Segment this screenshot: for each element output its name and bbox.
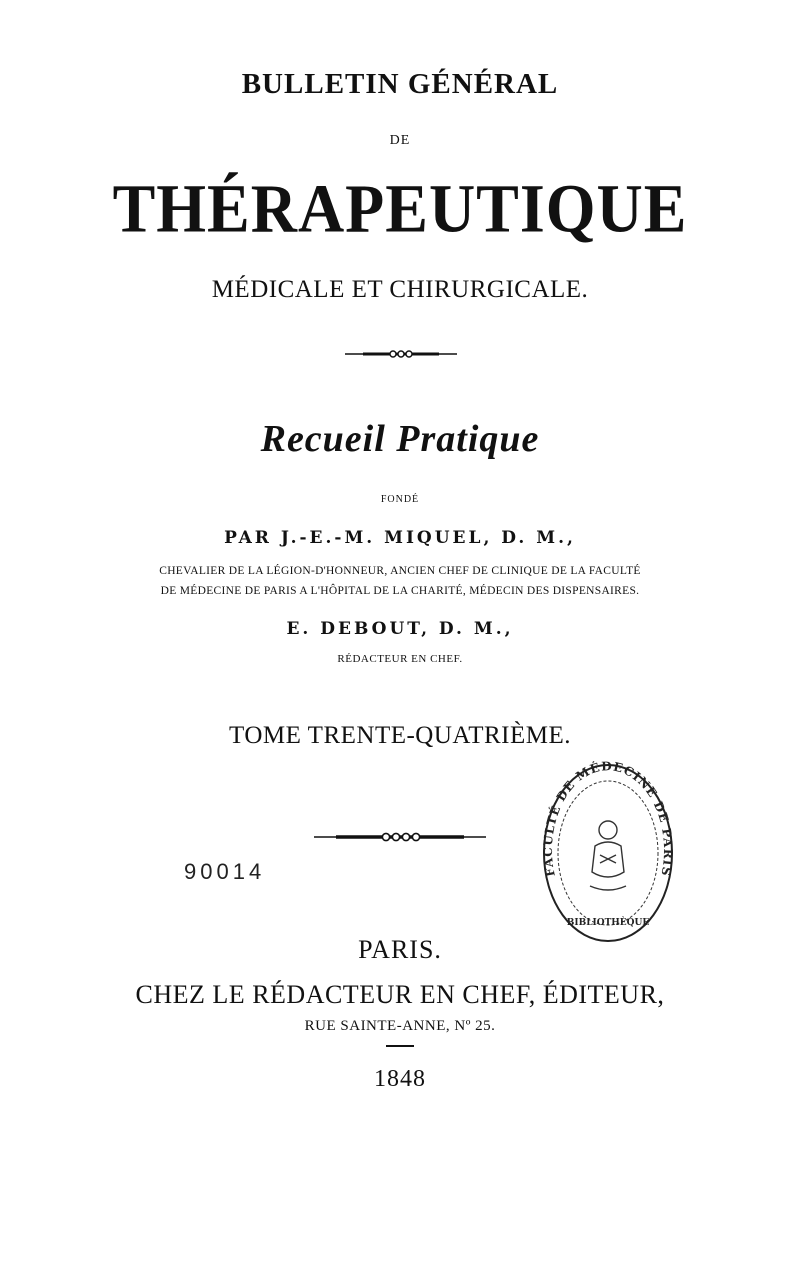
publication-year: 1848 xyxy=(374,1066,426,1092)
editor-name: E. DEBOUT, D. M., xyxy=(286,619,514,639)
founder-description-line-1: CHEVALIER DE LA LÉGION-D'HONNEUR, ANCIEN CHEF DE CLINIQUE DE LA FACULTÉ xyxy=(159,565,641,577)
ornamental-rule-middle xyxy=(312,830,488,844)
founder-description-line-2: DE MÉDECINE DE PARIS A L'HÔPITAL DE LA CHARITÉ, MÉDECIN DES DISPENSAIRES. xyxy=(160,585,640,597)
subtitle: MÉDICALE ET CHIRURGICALE. xyxy=(211,276,589,303)
imprint-address: RUE SAINTE-ANNE, Nº 25. xyxy=(304,1018,496,1034)
short-rule xyxy=(386,1044,414,1048)
founder-name: PAR J.-E.-M. MIQUEL, D. M., xyxy=(224,528,576,548)
imprint-publisher: CHEZ LE RÉDACTEUR EN CHEF, ÉDITEUR, xyxy=(135,980,665,1009)
collection-title: Recueil Pratique xyxy=(260,418,540,460)
stamp-emblem-icon xyxy=(590,821,626,890)
stamp-ring-text: FACULTÉ DE MÉDECINE DE PARIS xyxy=(540,760,676,878)
bulletin-heading: BULLETIN GÉNÉRAL xyxy=(241,68,559,100)
de-text: DE xyxy=(389,133,411,148)
handwritten-accession-number: 90014 xyxy=(184,859,266,884)
editor-role: RÉDACTEUR EN CHEF. xyxy=(337,653,463,665)
fonde-text: FONDÉ xyxy=(380,494,420,505)
library-stamp xyxy=(540,760,676,946)
stamp-label: BIBLIOTHÈQUE xyxy=(566,918,650,928)
imprint-city: PARIS. xyxy=(358,935,442,964)
main-title: THÉRAPEUTIQUE xyxy=(112,170,688,247)
volume-title: TOME TRENTE-QUATRIÈME. xyxy=(229,722,571,749)
ornamental-rule-top xyxy=(343,348,459,360)
